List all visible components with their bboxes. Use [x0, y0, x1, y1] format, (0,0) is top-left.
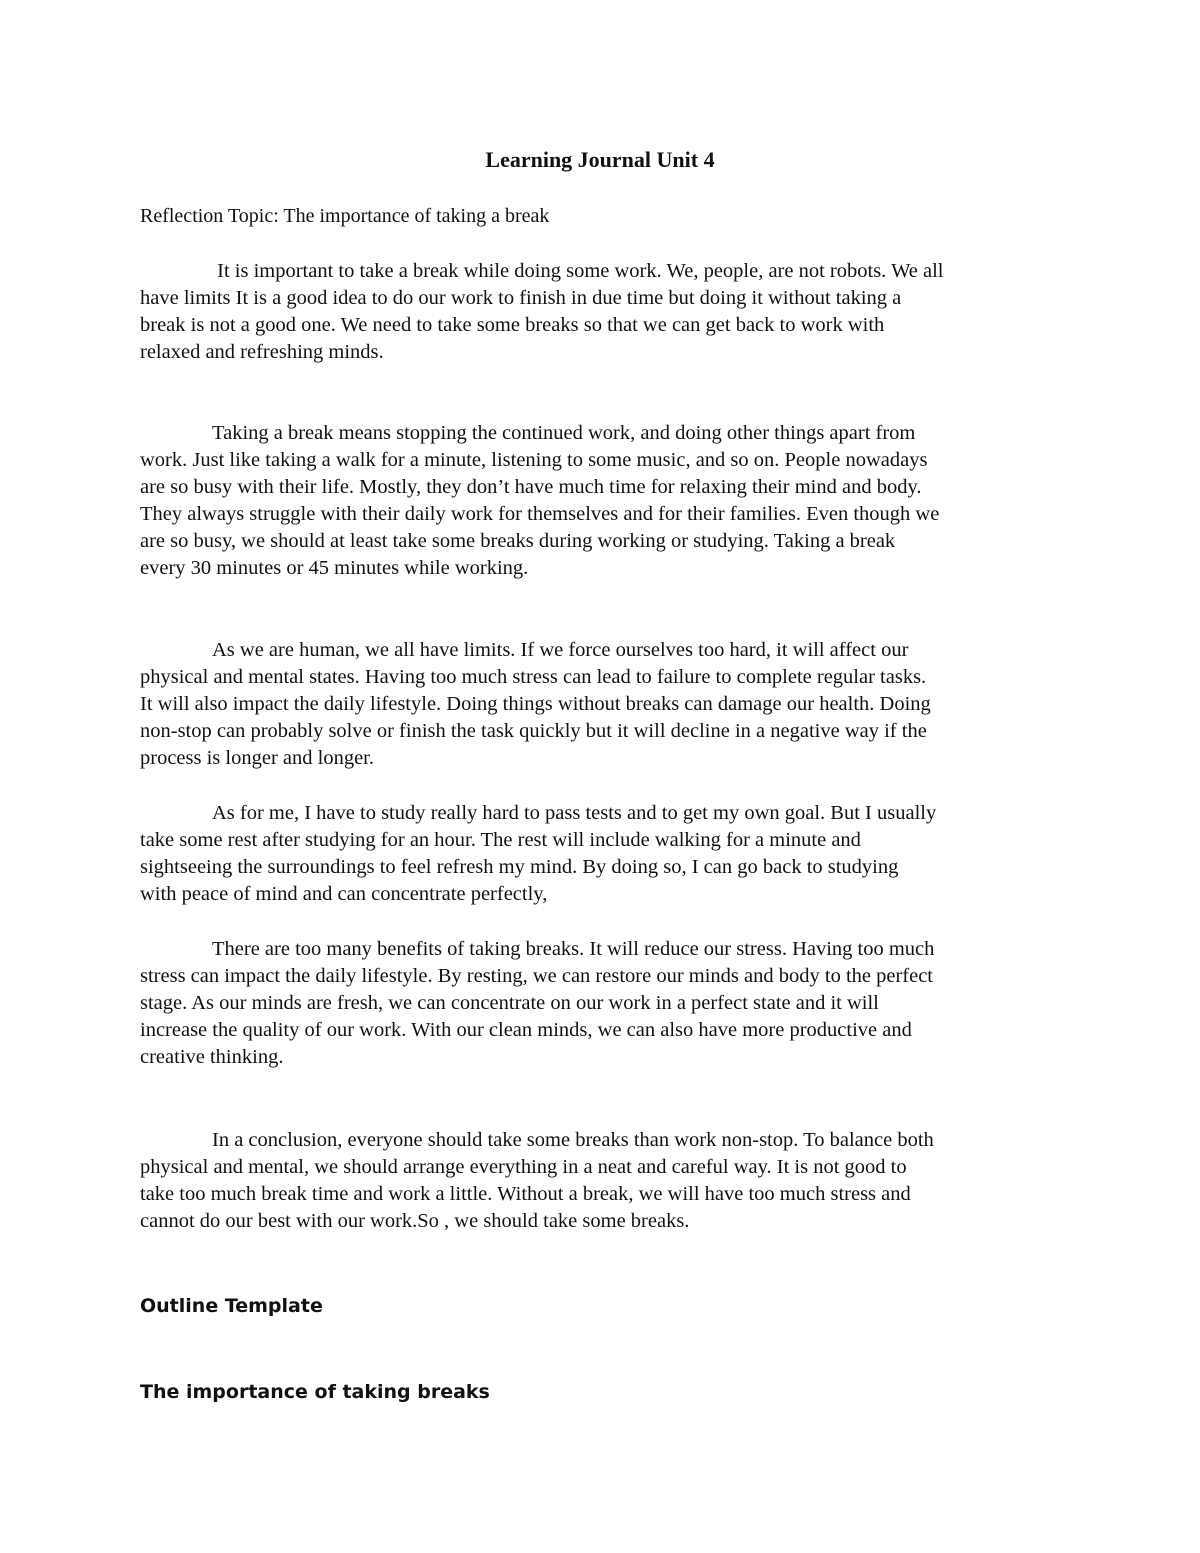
paragraph-line: are so busy with their life. Mostly, they don’t have much time for relaxing their mind and body.	[140, 476, 922, 498]
paragraph-line: process is longer and longer.	[140, 747, 374, 769]
paragraph-5	[140, 936, 1070, 1071]
paragraph-line: Taking a break means stopping the continued work, and doing other things apart from	[212, 422, 916, 444]
paragraph-line: with peace of mind and can concentrate perfectly,	[140, 883, 548, 905]
paragraph-line: It is important to take a break while doing some work. We, people, are not robots. We all	[212, 260, 944, 282]
paragraph-line: non-stop can probably solve or finish the task quickly but it will decline in a negative way if the	[140, 720, 927, 742]
paragraph-3	[140, 637, 1070, 772]
document-title: Learning Journal Unit 4	[485, 147, 715, 172]
paragraph-line: stress can impact the daily lifestyle. By resting, we can restore our minds and body to the perfect	[140, 965, 934, 987]
paragraph-line: work. Just like taking a walk for a minute, listening to some music, and so on. People nowadays	[140, 449, 928, 471]
paragraph-line: increase the quality of our work. With our clean minds, we can also have more productive and	[140, 1019, 912, 1041]
paragraph-2	[140, 420, 1070, 582]
paragraph-1	[140, 258, 1070, 366]
paragraph-line: sightseeing the surroundings to feel refresh my mind. By doing so, I can go back to studying	[140, 856, 899, 878]
paragraph-line: every 30 minutes or 45 minutes while working.	[140, 557, 529, 579]
paragraph-line: As for me, I have to study really hard to pass tests and to get my own goal. But I usually	[212, 802, 937, 824]
paragraph-line: In a conclusion, everyone should take some breaks than work non-stop. To balance both	[212, 1129, 934, 1151]
paragraph-line: take some rest after studying for an hour. The rest will include walking for a minute and	[140, 829, 861, 851]
paragraph-line: cannot do our best with our work.So , we should take some breaks.	[140, 1210, 690, 1232]
paragraph-line: They always struggle with their daily work for themselves and for their families. Even though we	[140, 503, 940, 525]
paragraph-6	[140, 1127, 1070, 1235]
paragraph-line: As we are human, we all have limits. If we force ourselves too hard, it will affect our	[212, 639, 909, 661]
paragraph-line: There are too many benefits of taking breaks. It will reduce our stress. Having too much	[212, 938, 935, 960]
outline-heading: Outline Template	[140, 1295, 323, 1317]
paragraph-line: relaxed and refreshing minds.	[140, 341, 384, 363]
paragraph-line: creative thinking.	[140, 1046, 284, 1068]
outline-title: The importance of taking breaks	[140, 1381, 490, 1403]
paragraph-line: It will also impact the daily lifestyle. Doing things without breaks can damage our health. Doing	[140, 693, 931, 715]
paragraph-4	[140, 800, 1070, 908]
paragraph-line: stage. As our minds are fresh, we can concentrate on our work in a perfect state and it will	[140, 992, 879, 1014]
paragraph-line: have limits It is a good idea to do our work to finish in due time but doing it without taking a	[140, 287, 902, 309]
paragraph-line: physical and mental states. Having too much stress can lead to failure to complete regular tasks.	[140, 666, 927, 688]
paragraph-line: are so busy, we should at least take some breaks during working or studying. Taking a break	[140, 530, 896, 552]
paragraph-line: break is not a good one. We need to take some breaks so that we can get back to work with	[140, 314, 885, 336]
reflection-topic: Reflection Topic: The importance of taking a break	[140, 205, 550, 227]
paragraph-line: physical and mental, we should arrange everything in a neat and careful way. It is not good to	[140, 1156, 907, 1178]
paragraph-line: take too much break time and work a little. Without a break, we will have too much stress and	[140, 1183, 911, 1205]
